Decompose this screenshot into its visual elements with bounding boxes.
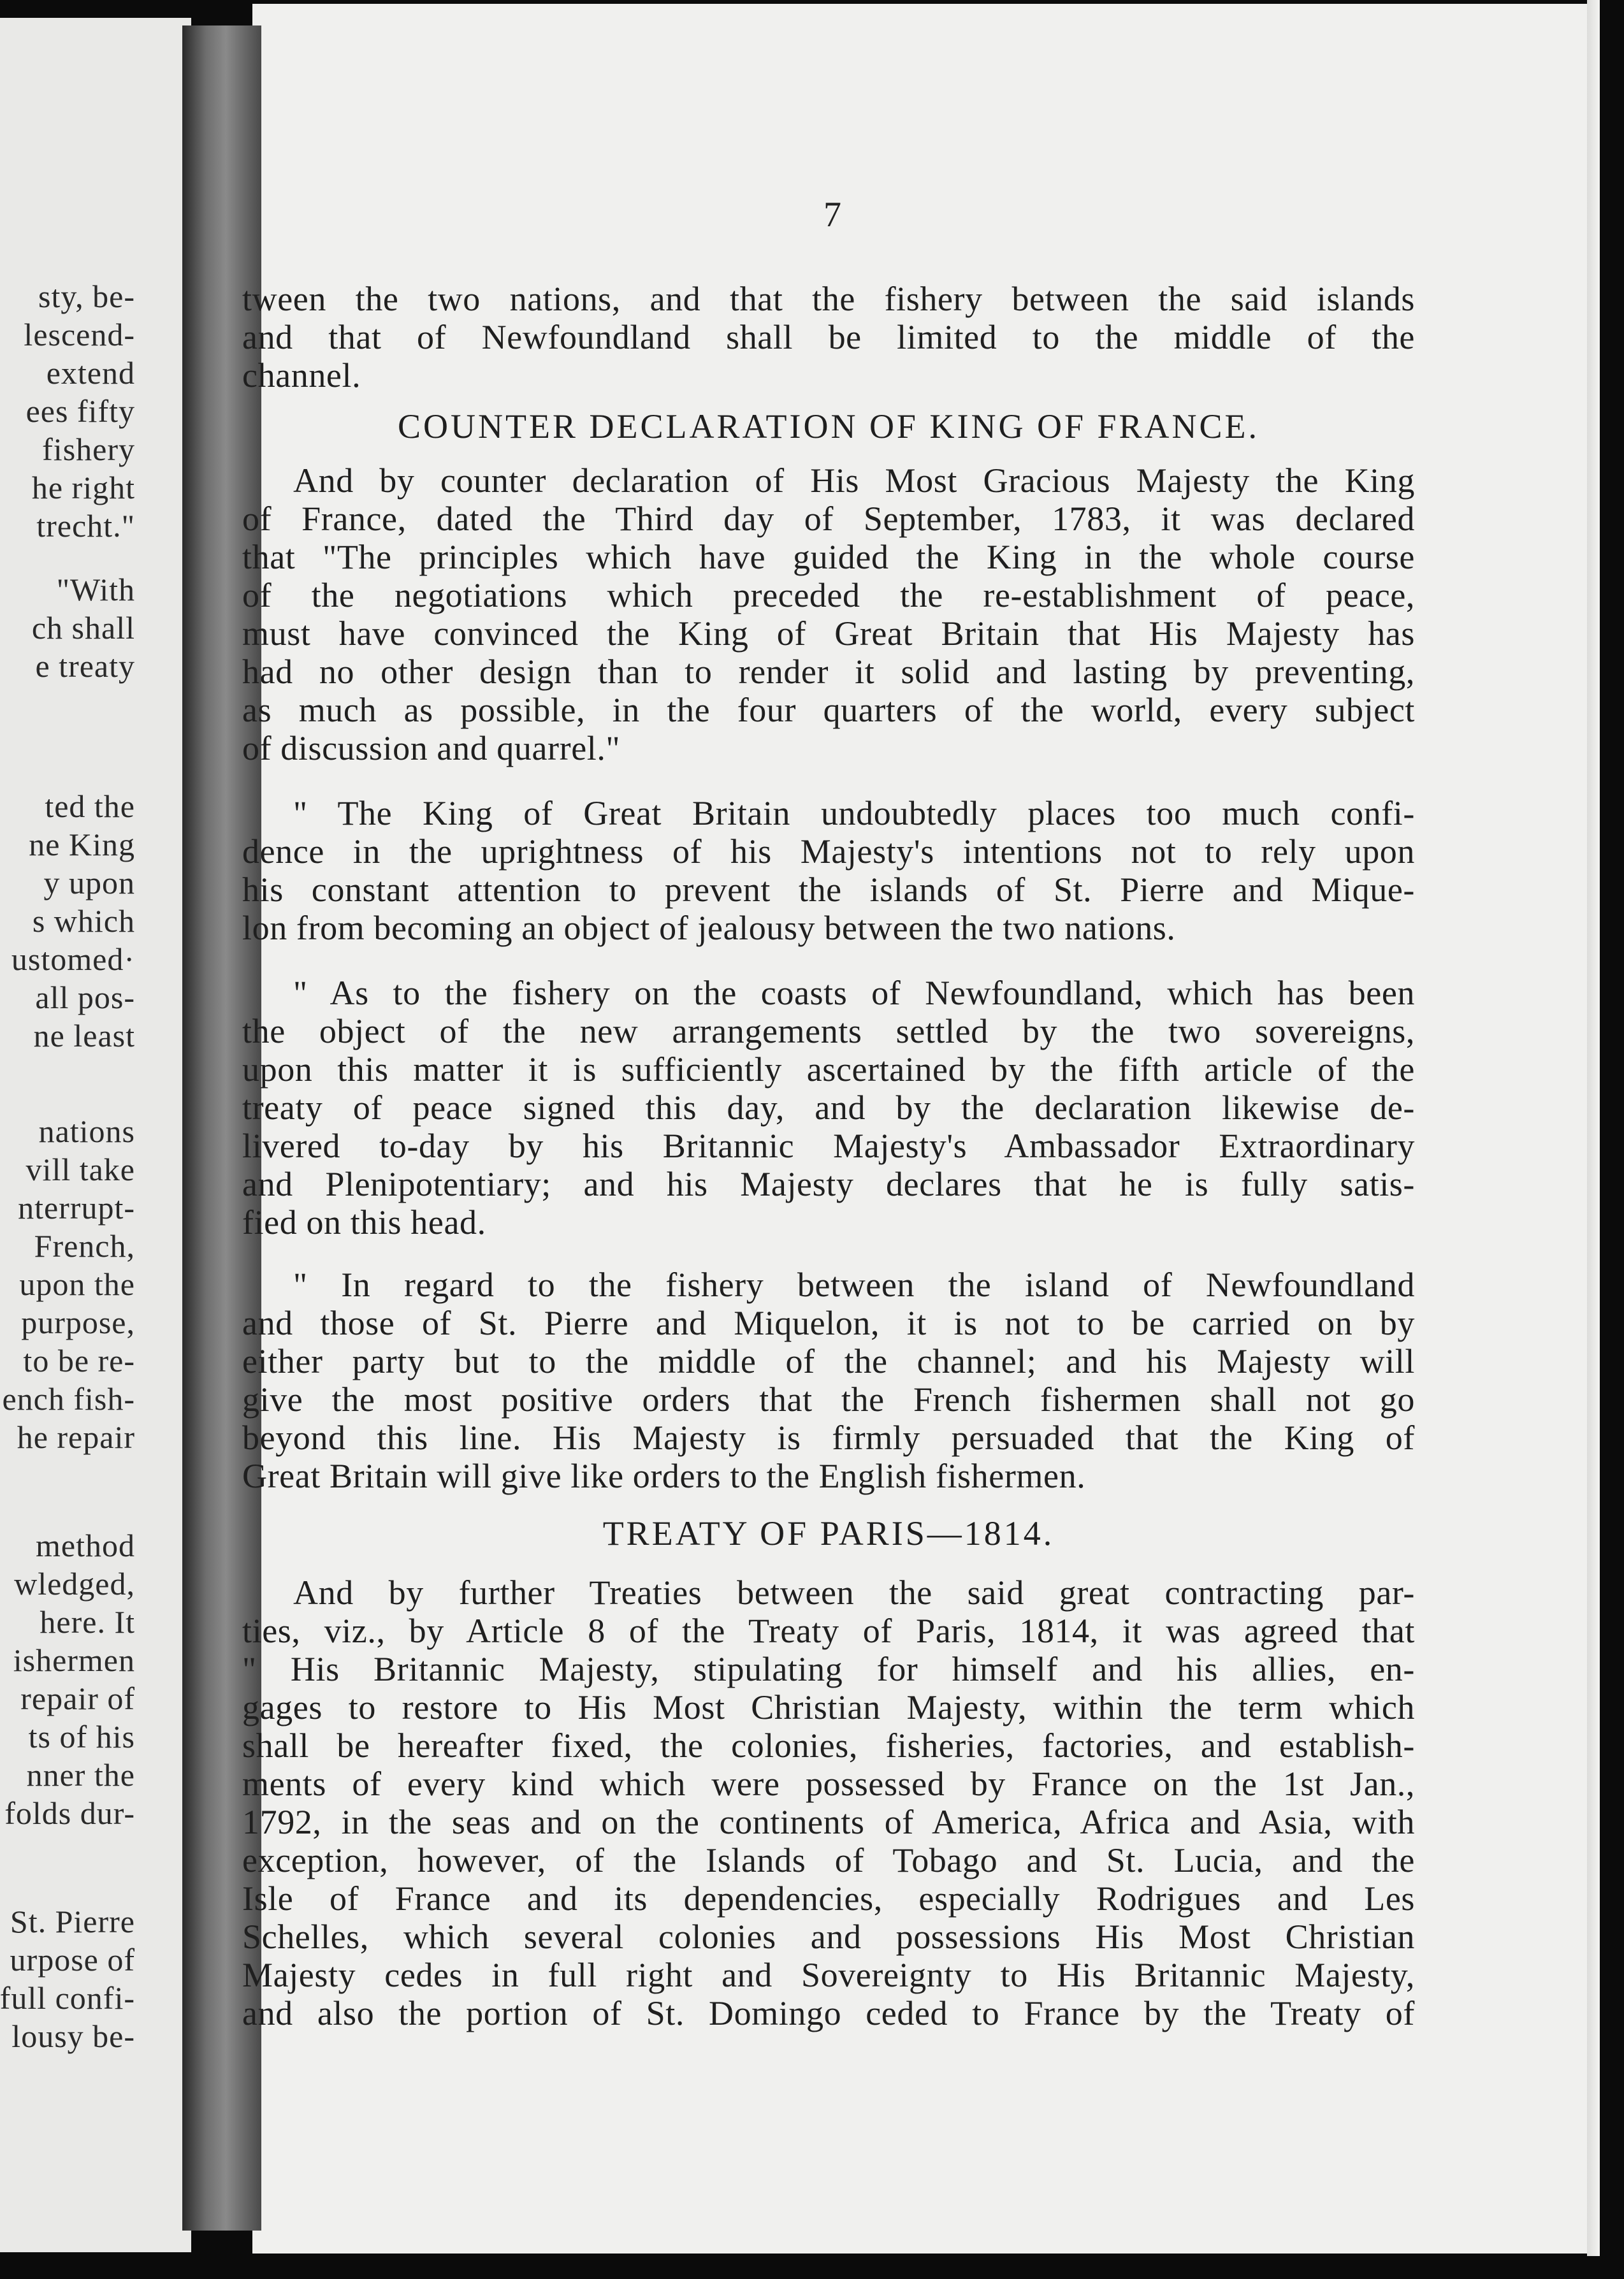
left-line: s which [32,903,135,939]
text-line: had no other design than to render it solid and lasting by preventing, [242,653,1415,691]
left-line: he right [31,470,135,505]
text-line: and those of St. Pierre and Miquelon, it is not to be carried on by [242,1304,1415,1342]
text-line: And by counter declaration of His Most Gracious Majesty the King [293,461,1415,500]
left-line: folds dur- [4,1795,135,1831]
text-line: as much as possible, in the four quarters of the world, every subject [242,691,1415,729]
left-line: y upon [43,865,135,901]
left-line: all pos- [35,980,135,1015]
text-line: " As to the fishery on the coasts of Newfoundland, which has been [293,974,1415,1012]
left-line: ees fifty [25,393,135,429]
left-line: St. Pierre [10,1904,135,1939]
text-line: dence in the uprightness of his Majesty's intentions not to rely upon [242,832,1415,871]
left-line: ustomed· [11,941,135,977]
text-line: and also the portion of St. Domingo ceded to France by the Treaty of [242,1994,1415,2032]
left-line: method [36,1528,135,1563]
section-heading-treaty-of-paris: TREATY OF PARIS—1814. [602,1514,1055,1552]
text-line: give the most positive orders that the French fishermen shall not go [242,1380,1415,1419]
left-line: ishermen [13,1642,135,1678]
left-line: lousy be- [11,2018,135,2054]
page-number: 7 [823,195,841,235]
text-line: of France, dated the Third day of September, 1783, it was declared [242,500,1415,538]
text-line: Schelles, which several colonies and possessions His Most Christian [242,1918,1415,1956]
text-line: " In regard to the fishery between the island of Newfoundland [293,1266,1415,1304]
left-line: ench fish- [2,1381,135,1417]
text-line: channel. [242,356,361,394]
text-line: And by further Treaties between the said great contracting par- [293,1574,1415,1612]
text-line: Great Britain will give like orders to the English fishermen. [242,1457,1086,1495]
left-line: ne King [29,827,135,862]
left-line: fishery [42,431,135,467]
left-line: he repair [17,1419,135,1455]
text-line: gages to restore to His Most Christian Majesty, within the term which [242,1688,1415,1726]
left-line: ts of his [28,1719,135,1754]
text-line: Majesty cedes in full right and Sovereignty to His Britannic Majesty, [242,1956,1415,1994]
text-line: exception, however, of the Islands of Tobago and St. Lucia, and the [242,1841,1415,1879]
text-line: of discussion and quarrel." [242,729,621,767]
left-line: ted the [45,788,135,824]
text-line: must have convinced the King of Great Britain that His Majesty has [242,614,1415,653]
left-line: urpose of [10,1942,135,1978]
text-line: livered to-day by his Britannic Majesty's Ambassador Extraordinary [242,1127,1415,1165]
left-line: nner the [26,1757,135,1793]
left-line: upon the [19,1266,135,1302]
text-line: his constant attention to prevent the islands of St. Pierre and Mique- [242,871,1415,909]
left-line: purpose, [21,1305,135,1340]
text-line: fied on this head. [242,1203,486,1241]
left-line: full confi- [0,1980,135,2016]
text-line: that "The principles which have guided the King in the whole course [242,538,1415,576]
left-line: "With [56,572,135,607]
text-line: ments of every kind which were possessed by France on the 1st Jan., [242,1765,1415,1803]
left-line: extend [46,355,135,391]
text-line: and Plenipotentiary; and his Majesty declares that he is fully satis- [242,1165,1415,1203]
text-line: treaty of peace signed this day, and by the declaration likewise de- [242,1089,1415,1127]
text-line: upon this matter it is sufficiently ascertained by the fifth article of the [242,1050,1415,1089]
left-line: sty, be- [38,279,135,314]
text-line: of the negotiations which preceded the re-establishment of peace, [242,576,1415,614]
left-line: vill take [25,1152,135,1187]
text-line: 1792, in the seas and on the continents of America, Africa and Asia, with [242,1803,1415,1841]
section-heading-counter-declaration: COUNTER DECLARATION OF KING OF FRANCE. [397,407,1260,445]
left-line: ne least [33,1018,135,1053]
text-line: tween the two nations, and that the fishery between the said islands [242,280,1415,318]
left-line: repair of [20,1681,135,1716]
left-line: trecht." [36,508,135,544]
left-line: French, [34,1228,135,1264]
text-line: and that of Newfoundland shall be limited to the middle of the [242,318,1415,356]
text-line: the object of the new arrangements settled by the two sovereigns, [242,1012,1415,1050]
left-line: nations [38,1113,135,1149]
text-line: lon from becoming an object of jealousy between the two nations. [242,909,1176,947]
text-line: Isle of France and its dependencies, especially Rodrigues and Les [242,1879,1415,1918]
left-line: ch shall [31,610,135,646]
left-line: e treaty [35,648,135,684]
text-line: either party but to the middle of the channel; and his Majesty will [242,1342,1415,1380]
text-line: " His Britannic Majesty, stipulating for himself and his allies, en- [242,1650,1415,1688]
text-line: beyond this line. His Majesty is firmly persuaded that the King of [242,1419,1415,1457]
text-line: ties, viz., by Article 8 of the Treaty of Paris, 1814, it was agreed that [242,1612,1415,1650]
left-line: to be re- [23,1343,135,1378]
left-line: nterrupt- [18,1190,135,1226]
left-facing-page [0,18,191,2252]
left-line: lescend- [24,317,135,352]
left-line: here. It [40,1604,135,1640]
left-line: wledged, [14,1566,135,1602]
text-line: shall be hereafter fixed, the colonies, fisheries, factories, and establish- [242,1726,1415,1765]
text-line: " The King of Great Britain undoubtedly places too much confi- [293,794,1415,832]
page-edge [1587,0,1600,2256]
